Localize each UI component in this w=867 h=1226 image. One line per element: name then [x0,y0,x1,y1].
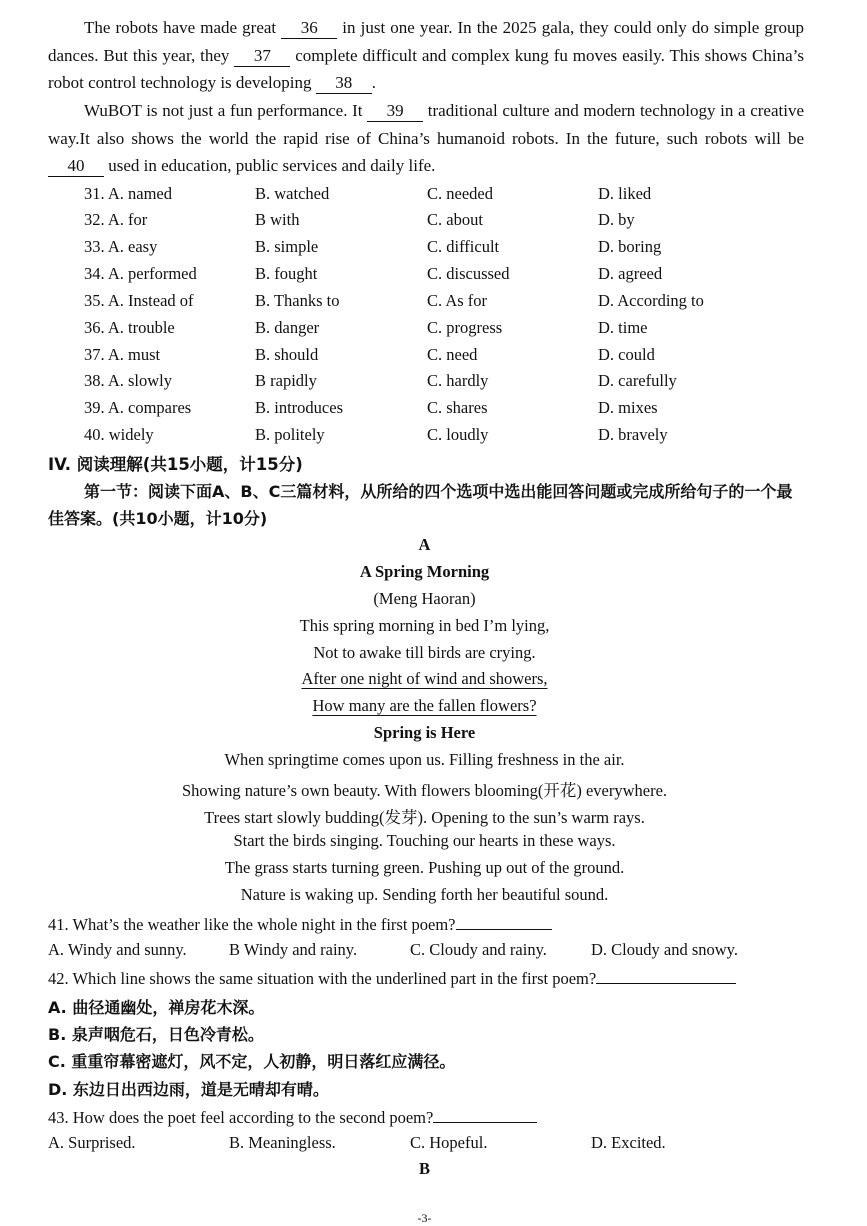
option-b: B. politely [255,425,325,444]
passage-b-label: B [418,1159,430,1178]
poem1-line: This spring morning in bed I’m lying, [299,616,550,635]
section-instruction [48,478,808,532]
option-d: D. time [598,318,648,337]
blank-37: 37 [234,46,290,67]
option-d: D. 东边日出西边雨，道是无晴却有晴。 [48,1080,329,1099]
option-row-32 [0,210,867,236]
underlined-text: After one night of wind and showers, [301,669,548,688]
option-row-35 [0,291,867,317]
option-d: D. Cloudy and snowy. [591,940,738,959]
answer-blank[interactable] [456,913,552,930]
option-d: D. bravely [598,425,668,444]
cloze-text: complete difficult and complex kung fu moves easily. This shows China’s robot control technology is developing [48,45,805,92]
option-b: B. watched [255,184,330,203]
option-a: A. Windy and sunny. [48,940,187,959]
option-c: C. Cloudy and rainy. [410,940,547,959]
option-a: 40. widely [84,425,154,444]
option-b: B. should [255,345,319,364]
question-43 [48,1106,537,1128]
option-d: D. boring [598,237,662,256]
poem1-underlined-line [0,696,849,716]
option-d: D. could [598,345,655,364]
option-a: 36. A. trouble [84,318,175,337]
option-b: B. Thanks to [255,291,340,310]
option-c: C. need [427,345,478,364]
option-d: D. mixes [598,398,658,417]
option-d: D. carefully [598,371,677,390]
option-c: C. hardly [427,371,489,390]
cloze-text: in just one year. In the 2025 gala, they could only do simple group dances. But this year, they [48,18,804,65]
poem2-line: Start the birds singing. Touching our hearts in these ways. [233,831,616,850]
section-heading: IV. 阅读理解(共15小题，计15分) [48,455,303,474]
option-b: B. simple [255,237,319,256]
poem2-line: Nature is waking up. Sending forth her beautiful sound. [240,885,609,904]
poem1-title: A Spring Morning [359,562,490,581]
instruction-text: 第一节：阅读下面A、B、C三篇材料，从所给的四个选项中选出能回答问题或完成所给句子的一个最佳答案。(共10小题，计10分) [48,482,793,528]
cloze-paragraph-2 [48,97,804,180]
option-c: C. about [427,210,483,229]
question-stem: 41. What’s the weather like the whole night in the first poem? [48,915,456,934]
option-row-40 [0,425,867,451]
option-c: C. As for [427,291,488,310]
underlined-text: How many are the fallen flowers? [312,696,537,715]
cloze-text: traditional culture and modern technology in a creative way.It also shows the world the rapid rise of China’s humanoid robots. In the future, such robots will be [48,101,804,148]
poem1-line: Not to awake till birds are crying. [313,643,536,662]
poem2-line: The grass starts turning green. Pushing up out of the ground. [224,858,625,877]
question-stem: 42. Which line shows the same situation with the underlined part in the first poem? [48,969,597,988]
option-d: D. Excited. [591,1133,666,1152]
option-c: C. 重重帘幕密遮灯，风不定，人初静，明日落红应满径。 [48,1052,456,1071]
option-a: 32. A. for [84,210,148,229]
option-b: B. fought [255,264,318,283]
cloze-text: used in education, public services and daily life. [104,156,436,175]
option-d: D. by [598,210,635,229]
page-number: -3- [417,1211,432,1225]
poem2-line: Showing nature’s own beauty. With flowers blooming(开花) everywhere. [181,781,668,800]
option-row-33 [0,237,867,263]
option-b: B. introduces [255,398,343,417]
blank-39: 39 [367,101,423,122]
option-b: B. 泉声咽危石，日色冷青松。 [48,1025,264,1044]
cloze-text: WuBOT is not just a fun performance. It [84,101,368,120]
cloze-text: The robots have made great [84,18,282,37]
option-a: 31. A. named [84,184,172,203]
option-b: B rapidly [255,371,317,390]
option-row-39 [0,398,867,424]
option-b: B with [255,210,300,229]
option-a: 34. A. performed [84,264,197,283]
option-row-34 [0,264,867,290]
poem1-author: (Meng Haoran) [373,589,476,608]
answer-blank[interactable] [596,967,736,984]
poem1-underlined-line [0,669,849,689]
option-row-37 [0,345,867,371]
option-c: C. needed [427,184,493,203]
passage-a-label: A [418,535,431,554]
option-row-36 [0,318,867,344]
cloze-text: . [371,73,376,92]
option-a: 38. A. slowly [84,371,173,390]
option-c: C. difficult [427,237,500,256]
blank-36: 36 [281,18,337,39]
blank-38: 38 [316,73,372,94]
option-b: B. danger [255,318,320,337]
poem2-line: Trees start slowly budding(发芽). Opening to the sun’s warm rays. [204,808,645,827]
question-41 [48,913,552,935]
cloze-paragraph-1 [48,14,804,97]
option-b: B Windy and rainy. [229,940,358,959]
option-a: 35. A. Instead of [84,291,194,310]
option-a: 37. A. must [84,345,161,364]
option-row-38 [0,371,867,397]
option-c: C. Hopeful. [410,1133,488,1152]
option-row-31 [0,184,867,210]
option-a: A. Surprised. [48,1133,136,1152]
option-c: C. loudly [427,425,489,444]
option-c: C. shares [427,398,488,417]
option-c: C. discussed [427,264,510,283]
poem2-line: When springtime comes upon us. Filling freshness in the air. [224,750,625,769]
option-a: 33. A. easy [84,237,158,256]
option-a: 39. A. compares [84,398,192,417]
option-a: A. 曲径通幽处，禅房花木深。 [48,998,265,1017]
option-d: D. According to [598,291,704,310]
question-42 [48,967,736,989]
blank-40: 40 [48,156,104,177]
option-c: C. progress [427,318,503,337]
option-d: D. agreed [598,264,663,283]
option-d: D. liked [598,184,652,203]
option-b: B. Meaningless. [229,1133,336,1152]
question-stem: 43. How does the poet feel according to the second poem? [48,1108,434,1127]
answer-blank[interactable] [433,1106,537,1123]
poem2-title: Spring is Here [373,723,476,742]
